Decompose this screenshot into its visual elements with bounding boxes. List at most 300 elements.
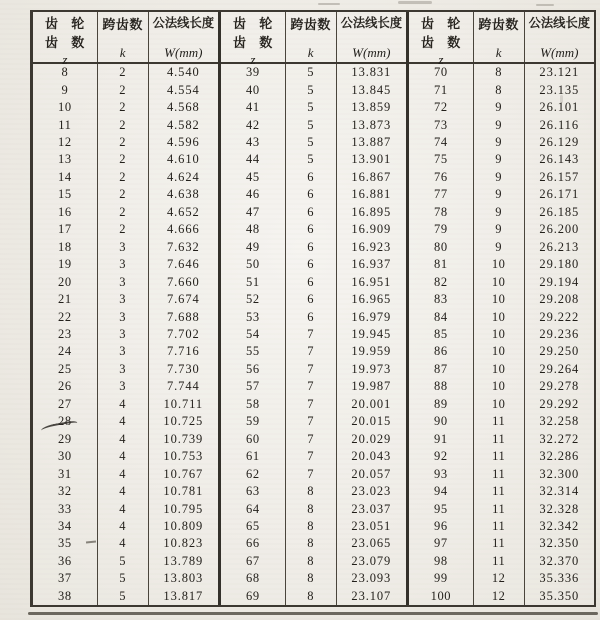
cell-w: 13.873 (351, 117, 392, 132)
cell-z: 51 (221, 273, 286, 290)
table-row (409, 81, 594, 98)
table-row (221, 186, 406, 203)
cell-k: 8 (286, 553, 337, 570)
cell-z: 8 (33, 64, 98, 81)
cell-w: 13.803 (163, 571, 204, 586)
table-row (221, 291, 406, 308)
scan-smudge (536, 4, 554, 6)
cell-k: 4 (98, 535, 149, 552)
cell-k: 5 (286, 151, 337, 168)
table-row (33, 256, 218, 273)
cell-k: 6 (286, 186, 337, 203)
cell-k: 7 (286, 448, 337, 465)
cell-w: 29.264 (539, 361, 580, 376)
table-row (221, 553, 406, 570)
cell-w: 26.129 (539, 135, 580, 150)
cell-z: 92 (409, 448, 474, 465)
cell-z: 29 (33, 431, 98, 448)
cell-w: 13.845 (351, 82, 392, 97)
cell-k: 9 (474, 151, 525, 168)
cell-k: 2 (98, 204, 149, 221)
cell-w: 23.051 (351, 519, 392, 533)
cell-z: 94 (409, 483, 474, 500)
cell-k: 7 (286, 413, 337, 430)
cell-w: 13.817 (163, 588, 204, 603)
cell-w: 23.065 (351, 536, 392, 551)
cell-z: 14 (33, 169, 98, 186)
cell-w: 32.328 (539, 501, 580, 516)
cell-z: 47 (221, 204, 286, 221)
table-row (221, 239, 406, 256)
cell-k: 2 (98, 64, 149, 81)
cell-w: 13.901 (351, 152, 392, 167)
cell-w: 32.258 (539, 414, 580, 429)
cell-k: 6 (286, 221, 337, 238)
cell-z: 9 (33, 81, 98, 98)
cell-z: 43 (221, 134, 286, 151)
table-row (409, 99, 594, 116)
cell-k: 11 (474, 500, 525, 517)
table-row (33, 134, 218, 151)
cell-w: 16.867 (351, 169, 392, 184)
table-row (221, 326, 406, 343)
cell-w: 20.001 (351, 396, 392, 411)
table-row (33, 448, 218, 465)
cell-w: 4.652 (167, 204, 200, 219)
cell-w: 10.725 (163, 414, 204, 429)
table-group-3 (409, 12, 594, 605)
cell-w: 7.646 (167, 257, 200, 272)
table-row (221, 308, 406, 325)
cell-w: 19.987 (351, 379, 392, 394)
table-row (221, 99, 406, 116)
cell-w: 4.624 (167, 169, 200, 184)
cell-w: 7.674 (167, 292, 200, 307)
cell-z: 88 (409, 378, 474, 395)
table-row (409, 186, 594, 203)
cell-k: 2 (98, 99, 149, 116)
cell-w: 32.272 (539, 431, 580, 446)
cell-w: 23.135 (539, 82, 580, 97)
cell-k: 7 (286, 361, 337, 378)
cell-z: 96 (409, 518, 474, 535)
group-body (409, 64, 594, 605)
cell-z: 74 (409, 134, 474, 151)
cell-z: 34 (33, 518, 98, 535)
cell-k: 3 (98, 378, 149, 395)
cell-w: 7.730 (167, 361, 200, 376)
table-row (409, 588, 594, 605)
cell-k: 5 (286, 64, 337, 81)
cell-w: 16.881 (351, 187, 392, 202)
cell-k: 10 (474, 378, 525, 395)
cell-w: 35.336 (539, 571, 580, 586)
table-row (221, 500, 406, 517)
cell-z: 39 (221, 64, 286, 81)
cell-w: 16.951 (351, 274, 392, 289)
table-row (33, 204, 218, 221)
cell-z: 98 (409, 553, 474, 570)
table-row (33, 239, 218, 256)
k-symbol: k (495, 44, 502, 60)
table-row (409, 326, 594, 343)
cell-z: 15 (33, 186, 98, 203)
gear-label-line2: 齿 数 (420, 34, 461, 50)
cell-w: 7.660 (167, 274, 200, 289)
table-row (409, 448, 594, 465)
cell-k: 2 (98, 151, 149, 168)
table-row (221, 570, 406, 587)
group-header (221, 12, 406, 67)
cell-k: 10 (474, 273, 525, 290)
cell-k: 9 (474, 221, 525, 238)
cell-k: 8 (286, 518, 337, 535)
cell-k: 5 (286, 99, 337, 116)
cell-w: 13.789 (163, 553, 204, 568)
cell-w: 29.222 (539, 309, 580, 324)
header-gear-teeth (221, 12, 286, 67)
cell-z: 31 (33, 465, 98, 482)
table-row (409, 291, 594, 308)
table-row (221, 448, 406, 465)
cell-w: 19.973 (351, 361, 392, 376)
cell-k: 2 (98, 134, 149, 151)
cell-k: 4 (98, 396, 149, 413)
cell-w: 16.979 (351, 309, 392, 324)
table-row (221, 378, 406, 395)
cell-k: 4 (98, 500, 149, 517)
table-row (33, 535, 218, 552)
cell-w: 26.200 (539, 222, 580, 237)
cell-z: 24 (33, 343, 98, 360)
table-row (33, 518, 218, 535)
cell-w: 23.079 (351, 553, 392, 568)
table-row (33, 291, 218, 308)
cell-k: 9 (474, 186, 525, 203)
cell-w: 29.250 (539, 344, 580, 359)
cell-k: 7 (286, 465, 337, 482)
cell-w: 20.057 (351, 466, 392, 481)
cell-k: 9 (474, 239, 525, 256)
cell-w: 29.180 (539, 257, 580, 272)
cell-w: 4.582 (167, 117, 200, 132)
cell-k: 10 (474, 361, 525, 378)
table-row (221, 151, 406, 168)
table-row (409, 413, 594, 430)
cell-k: 7 (286, 431, 337, 448)
cell-k: 4 (98, 448, 149, 465)
table-row (221, 518, 406, 535)
cell-z: 81 (409, 256, 474, 273)
cell-z: 95 (409, 500, 474, 517)
cell-w: 32.342 (539, 519, 580, 533)
scan-smudge (560, 95, 563, 103)
cell-z: 16 (33, 204, 98, 221)
table-row (221, 535, 406, 552)
table-row (221, 483, 406, 500)
cell-z: 53 (221, 308, 286, 325)
cell-k: 6 (286, 273, 337, 290)
table-group-1 (33, 12, 221, 605)
table-row (409, 431, 594, 448)
cell-w: 35.350 (539, 588, 580, 603)
table-row (409, 361, 594, 378)
cell-k: 11 (474, 518, 525, 535)
cell-k: 7 (286, 343, 337, 360)
cell-w: 7.744 (167, 379, 200, 394)
cell-w: 10.781 (163, 484, 204, 499)
header-gear-teeth (409, 12, 474, 67)
table-row (221, 81, 406, 98)
cell-z: 35 (33, 535, 98, 552)
cell-z: 97 (409, 535, 474, 552)
cell-z: 46 (221, 186, 286, 203)
table-row (33, 116, 218, 133)
gear-label-line1: 齿 轮 (44, 16, 85, 31)
cell-w: 4.610 (167, 152, 200, 167)
table-row (221, 361, 406, 378)
cell-z: 54 (221, 326, 286, 343)
cell-w: 4.540 (167, 65, 200, 80)
table-row (221, 273, 406, 290)
cell-z: 89 (409, 396, 474, 413)
cell-w: 16.923 (351, 239, 392, 254)
table-row (221, 413, 406, 430)
cell-k: 9 (474, 169, 525, 186)
cell-w: 26.213 (539, 239, 580, 254)
cell-k: 8 (286, 535, 337, 552)
table-row (221, 256, 406, 273)
cell-w: 26.185 (539, 204, 580, 219)
z-symbol: z (438, 51, 444, 67)
cell-k: 2 (98, 81, 149, 98)
table-row (409, 465, 594, 482)
table-row (409, 273, 594, 290)
cell-z: 22 (33, 308, 98, 325)
header-gear-teeth-label (421, 15, 461, 53)
header-normal-length (337, 12, 406, 62)
table-row (409, 518, 594, 535)
cell-k: 2 (98, 169, 149, 186)
table-row (33, 500, 218, 517)
cell-w: 10.739 (163, 431, 204, 446)
cell-k: 12 (474, 570, 525, 587)
w-label: 公法线长度 (152, 16, 215, 30)
cell-z: 50 (221, 256, 286, 273)
cell-w: 32.300 (539, 466, 580, 481)
cell-z: 79 (409, 221, 474, 238)
cell-k: 3 (98, 361, 149, 378)
table-row (221, 431, 406, 448)
table-row (221, 116, 406, 133)
cell-w: 7.688 (167, 309, 200, 324)
table-row (409, 151, 594, 168)
cell-w: 16.937 (351, 257, 392, 272)
cell-z: 68 (221, 570, 286, 587)
cell-z: 62 (221, 465, 286, 482)
cell-z: 70 (409, 64, 474, 81)
table-row (33, 221, 218, 238)
cell-w: 13.831 (351, 65, 392, 80)
cell-z: 77 (409, 186, 474, 203)
table-row (33, 588, 218, 605)
cell-z: 64 (221, 500, 286, 517)
cell-w: 7.632 (167, 239, 200, 254)
cell-z: 90 (409, 413, 474, 430)
cell-k: 5 (98, 553, 149, 570)
cell-k: 8 (474, 81, 525, 98)
span-label: 跨齿数 (290, 17, 331, 32)
cell-z: 26 (33, 378, 98, 395)
table-row (33, 64, 218, 81)
cell-z: 32 (33, 483, 98, 500)
cell-w: 19.945 (351, 327, 392, 342)
cell-w: 13.887 (351, 135, 392, 150)
cell-w: 19.959 (351, 344, 392, 359)
cell-w: 10.767 (163, 466, 204, 481)
table-row (409, 169, 594, 186)
cell-k: 6 (286, 256, 337, 273)
cell-k: 7 (286, 326, 337, 343)
cell-k: 3 (98, 343, 149, 360)
cell-k: 8 (286, 483, 337, 500)
cell-k: 11 (474, 535, 525, 552)
table-row (409, 343, 594, 360)
cell-k: 11 (474, 413, 525, 430)
cell-k: 2 (98, 186, 149, 203)
table-row (33, 396, 218, 413)
span-label: 跨齿数 (478, 17, 519, 32)
cell-w: 10.711 (163, 396, 203, 411)
cell-k: 10 (474, 308, 525, 325)
cell-w: 7.716 (167, 344, 200, 359)
header-span-teeth (98, 12, 149, 62)
cell-w: 4.596 (167, 135, 200, 150)
table-row (409, 483, 594, 500)
cell-k: 6 (286, 169, 337, 186)
scan-smudge (398, 1, 432, 4)
cell-k: 6 (286, 308, 337, 325)
table-row (221, 343, 406, 360)
w-unit: W(mm) (352, 44, 391, 60)
cell-w: 26.101 (539, 100, 580, 115)
cell-k: 9 (474, 116, 525, 133)
table-row (221, 64, 406, 81)
cell-k: 4 (98, 413, 149, 430)
cell-z: 63 (221, 483, 286, 500)
cell-z: 21 (33, 291, 98, 308)
cell-w: 29.236 (539, 327, 580, 342)
cell-w: 20.029 (351, 431, 392, 446)
cell-w: 4.666 (167, 222, 200, 237)
group-body (221, 64, 406, 605)
group-body (33, 64, 218, 605)
table-row (409, 308, 594, 325)
cell-k: 9 (474, 204, 525, 221)
table-row (221, 221, 406, 238)
cell-z: 100 (409, 588, 474, 605)
cell-w: 32.370 (539, 553, 580, 568)
table-row (409, 570, 594, 587)
table-row (409, 204, 594, 221)
cell-k: 4 (98, 431, 149, 448)
cell-k: 5 (286, 81, 337, 98)
header-gear-teeth-label (233, 15, 273, 53)
cell-k: 10 (474, 326, 525, 343)
cell-w: 7.702 (167, 327, 200, 342)
cell-k: 11 (474, 431, 525, 448)
cell-k: 5 (286, 134, 337, 151)
z-symbol: z (62, 51, 68, 67)
cell-z: 86 (409, 343, 474, 360)
table-row (221, 134, 406, 151)
cell-z: 93 (409, 465, 474, 482)
cell-z: 56 (221, 361, 286, 378)
cell-z: 40 (221, 81, 286, 98)
table-row (409, 116, 594, 133)
w-label: 公法线长度 (340, 16, 403, 30)
table-row (33, 151, 218, 168)
cell-z: 27 (33, 396, 98, 413)
cell-z: 78 (409, 204, 474, 221)
cell-z: 61 (221, 448, 286, 465)
cell-w: 26.171 (539, 187, 580, 202)
table-row (221, 204, 406, 221)
cell-z: 82 (409, 273, 474, 290)
cell-w: 23.121 (539, 65, 580, 80)
cell-z: 48 (221, 221, 286, 238)
cell-z: 67 (221, 553, 286, 570)
cell-w: 32.314 (539, 484, 580, 499)
cell-z: 55 (221, 343, 286, 360)
cell-w: 29.194 (539, 274, 580, 289)
cell-z: 71 (409, 81, 474, 98)
table-row (221, 588, 406, 605)
gear-label-line1: 齿 轮 (420, 16, 461, 31)
header-normal-length (525, 12, 594, 62)
cell-w: 10.809 (163, 519, 204, 533)
cell-w: 16.895 (351, 204, 392, 219)
cell-z: 13 (33, 151, 98, 168)
cell-w: 26.157 (539, 169, 580, 184)
cell-k: 3 (98, 256, 149, 273)
cell-k: 11 (474, 483, 525, 500)
header-span-teeth (286, 12, 337, 62)
gear-common-normal-length-table (30, 10, 596, 607)
group-header (409, 12, 594, 67)
cell-k: 6 (286, 204, 337, 221)
cell-w: 29.208 (539, 292, 580, 307)
cell-k: 12 (474, 588, 525, 605)
table-row (33, 273, 218, 290)
cell-z: 10 (33, 99, 98, 116)
cell-z: 12 (33, 134, 98, 151)
scan-smudge (318, 3, 340, 5)
cell-k: 9 (474, 134, 525, 151)
cell-w: 4.638 (167, 187, 200, 202)
cell-z: 49 (221, 239, 286, 256)
cell-w: 23.093 (351, 571, 392, 586)
table-row (33, 431, 218, 448)
cell-w: 23.107 (351, 588, 392, 603)
table-row (221, 169, 406, 186)
header-gear-teeth-label (45, 15, 85, 53)
cell-w: 20.015 (351, 414, 392, 429)
cell-z: 23 (33, 326, 98, 343)
cell-k: 11 (474, 448, 525, 465)
cell-z: 72 (409, 99, 474, 116)
cell-z: 87 (409, 361, 474, 378)
